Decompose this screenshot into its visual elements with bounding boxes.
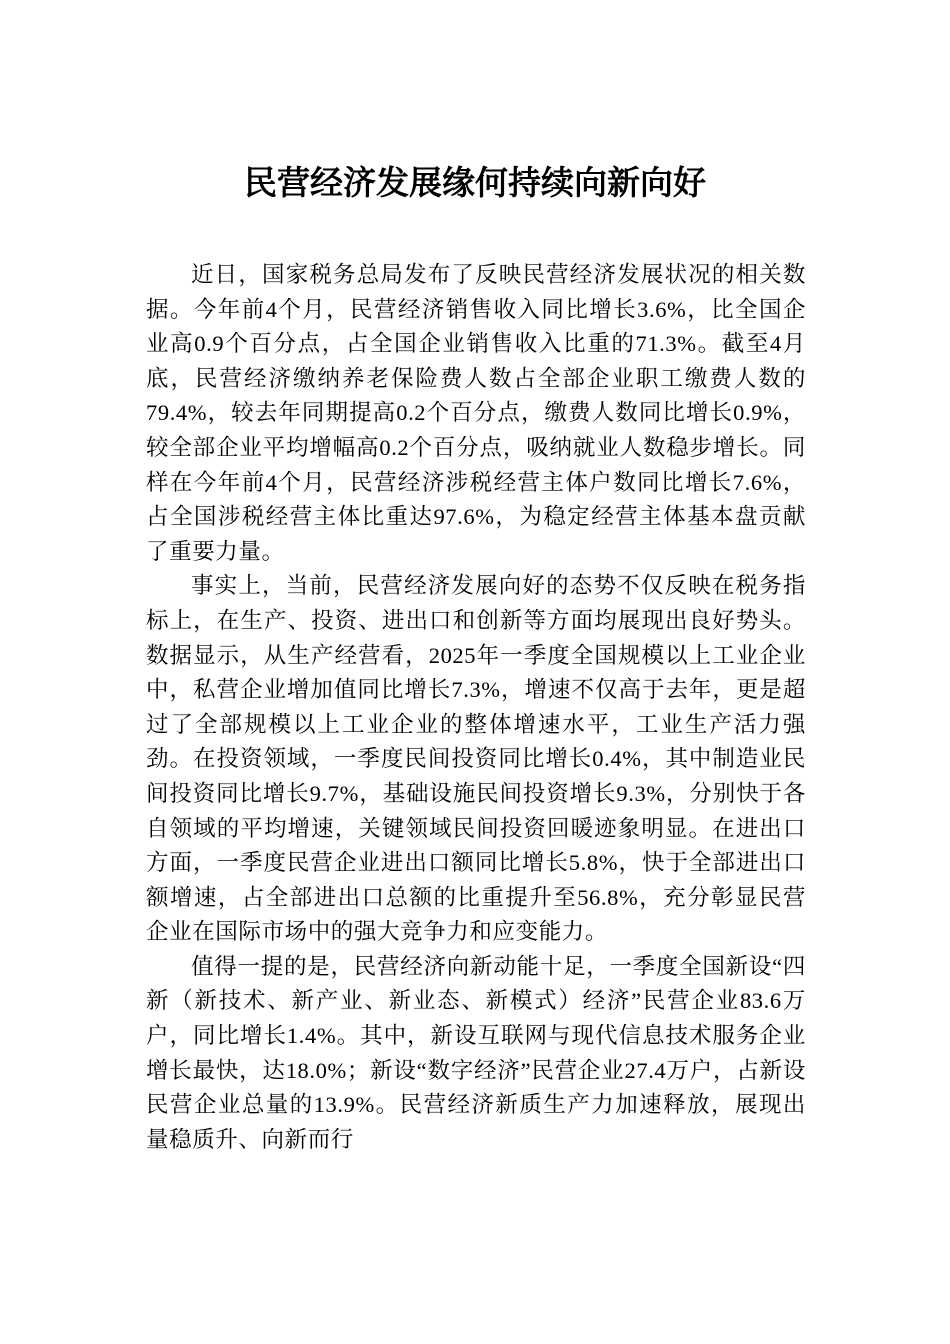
document-body (146, 258, 806, 1157)
paragraph-new-economy: 值得一提的是，民营经济向新动能十足，一季度全国新设“四新（新技术、新产业、新业态、新模式）经济”民营企业83.6万户，同比增长1.4%。其中，新设互联网与现代信息技术服务企业增长最快，达18.0%；新设“数字经济”民营企业27.4万户，占新设民营企业总量的13.9%。民营经济新质生产力加速释放，展现出量稳质升、向新而行 (146, 953, 806, 1152)
paragraph-production-investment: 事实上，当前，民营经济发展向好的态势不仅反映在税务指标上，在生产、投资、进出口和创新等方面均展现出良好势头。数据显示，从生产经营看，2025年一季度全国规模以上工业企业中，私营企业增加值同比增长7.3%，增速不仅高于去年，更是超过了全部规模以上工业企业的整体增速水平，工业生产活力强劲。在投资领域，一季度民间投资同比增长0.4%，其中制造业民间投资同比增长9.7%，基础设施民间投资增长9.3%，分别快于各自领域的平均增速，关键领域民间投资回暖迹象明显。在进出口方面，一季度民营企业进出口额同比增长5.8%，快于全部进出口额增速，占全部进出口总额的比重提升至56.8%，充分彰显民营企业在国际市场中的强大竞争力和应变能力。 (146, 573, 806, 945)
document-title: 民营经济发展缘何持续向新向好 (244, 163, 706, 202)
paragraph-tax-data: 近日，国家税务总局发布了反映民营经济发展状况的相关数据。今年前4个月，民营经济销售收入同比增长3.6%，比全国企业高0.9个百分点，占全国企业销售收入比重的71.3%。截至4月底，民营经济缴纳养老保险费人数占全部企业职工缴费人数的79.4%，较去年同期提高0.2个百分点，缴费人数同比增长0.9%，较全部企业平均增幅高0.2个百分点，吸纳就业人数稳步增长。同样在今年前4个月，民营经济涉税经营主体户数同比增长7.6%，占全国涉税经营主体比重达97.6%，为稳定经营主体基本盘贡献了重要力量。 (146, 262, 806, 564)
